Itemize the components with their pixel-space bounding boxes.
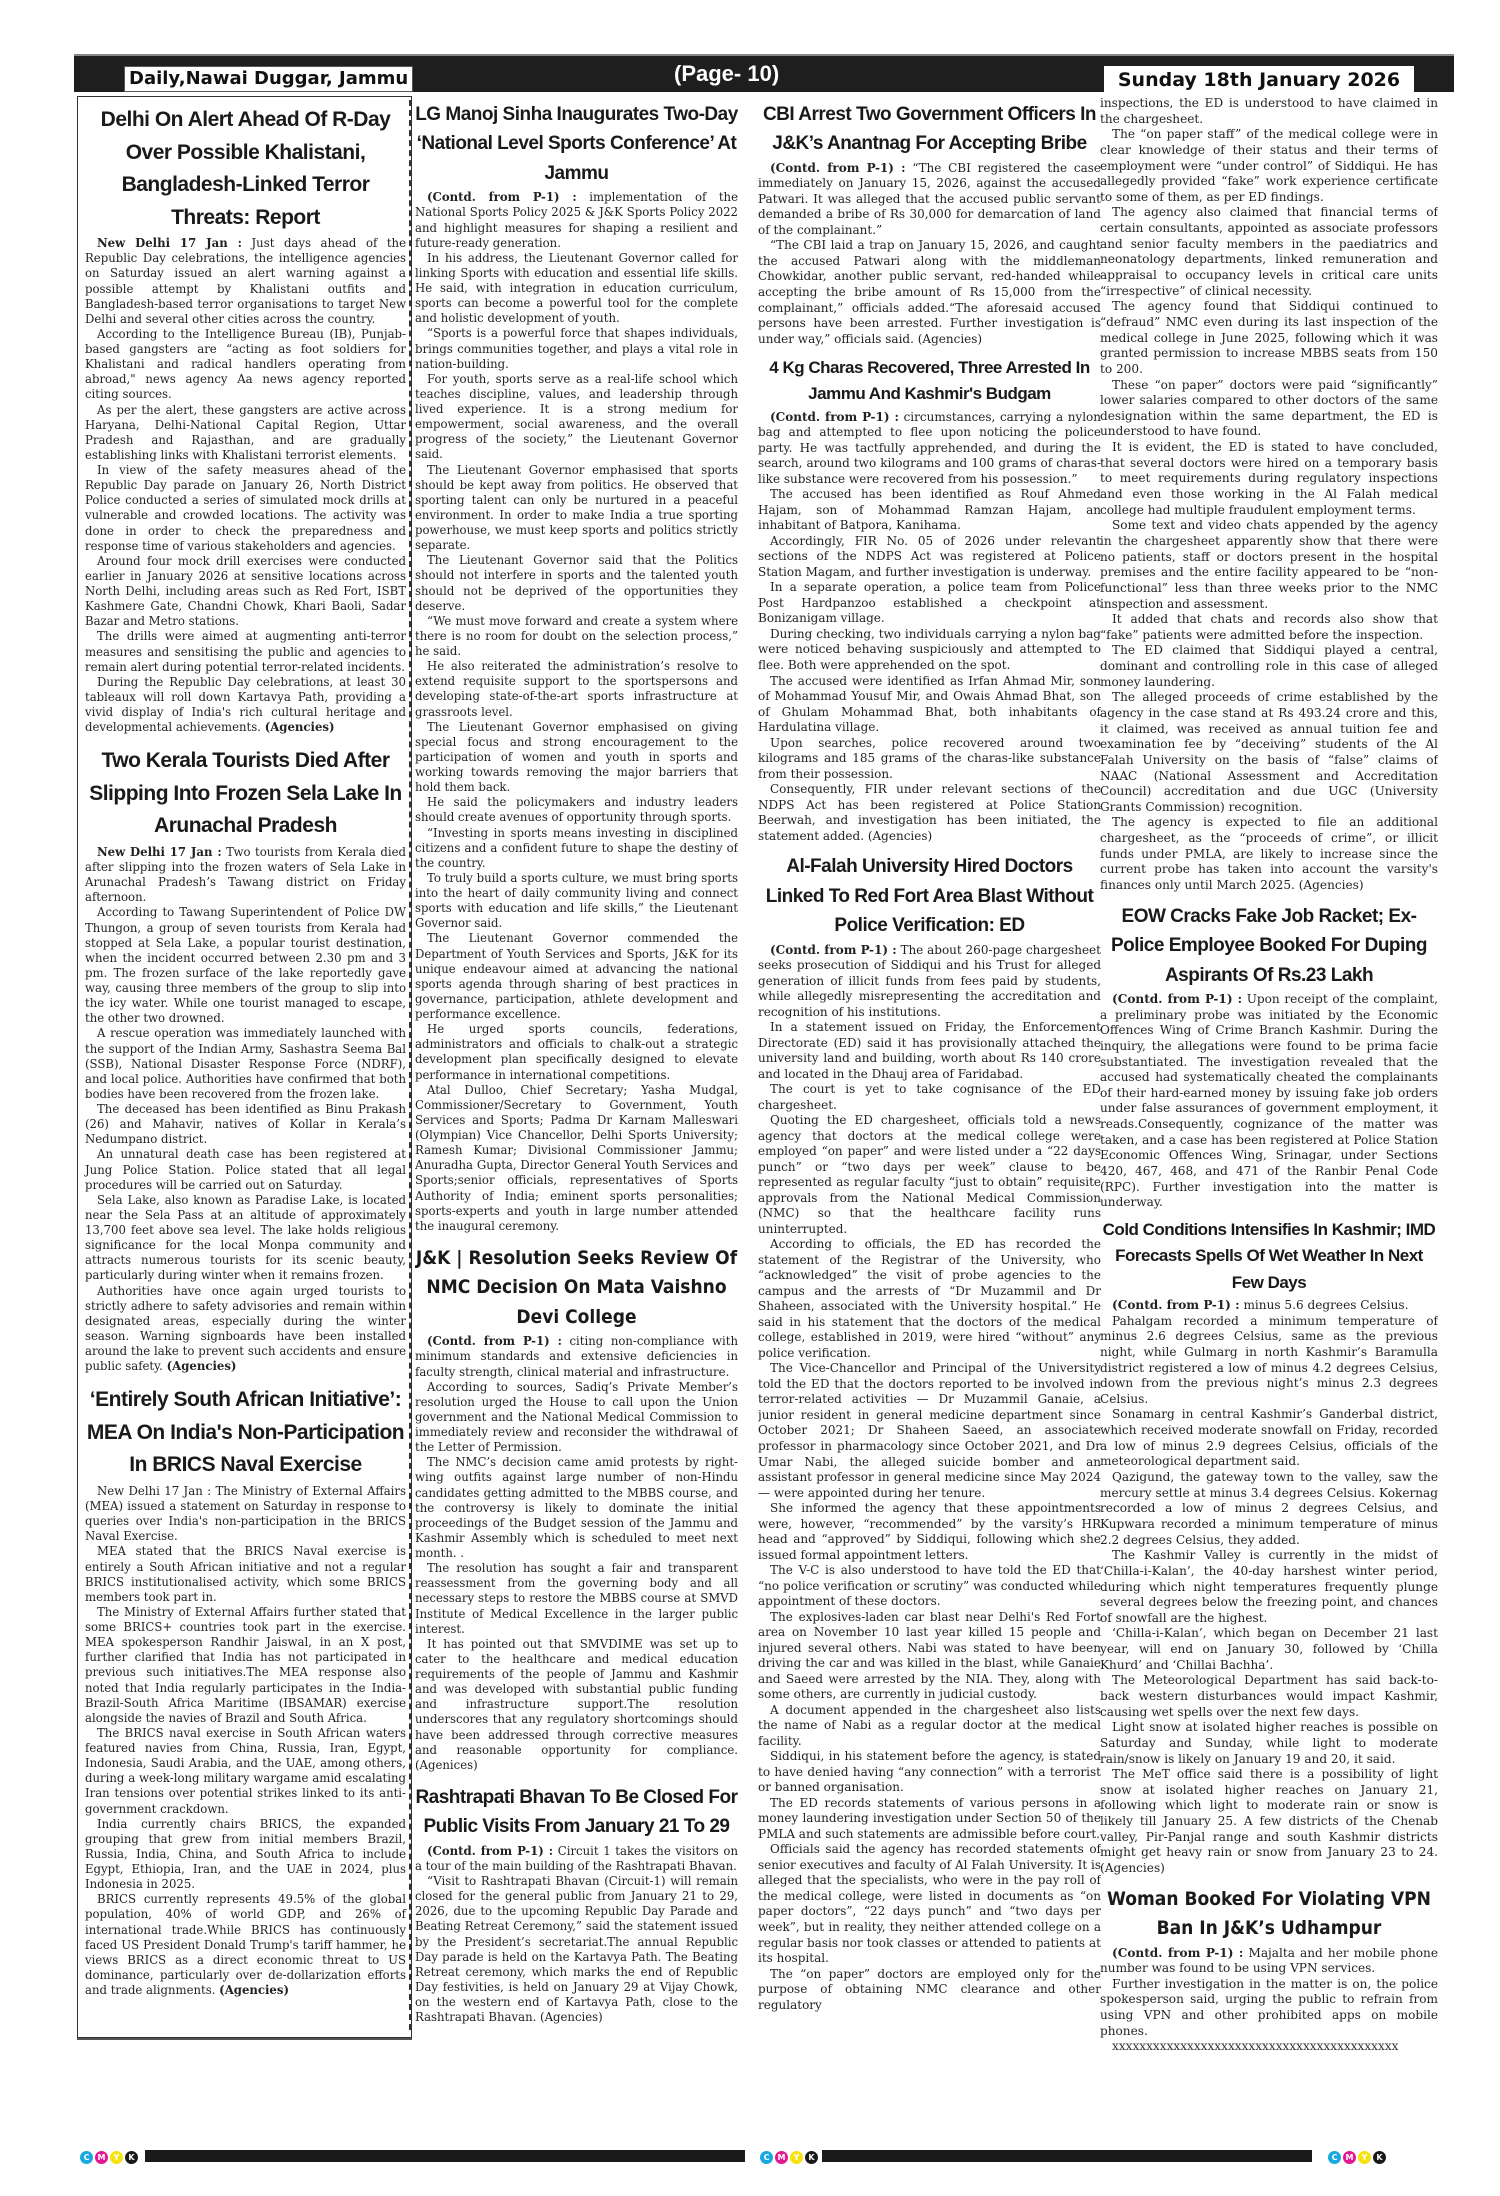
paragraph: The “on paper” doctors are employed only for the purpose of obtaining NMC clearance and other regulatory (758, 1966, 1101, 2012)
headline: Delhi On Alert Ahead Of R-Day Over Possible Khalistani, Bangladesh-Linked Terror Threats: Report (100, 108, 391, 229)
paragraph: “Sports is a powerful force that shapes individuals, brings communities together, and plays a vital role in nation-building. (415, 326, 738, 371)
article-vpn (1100, 1885, 1438, 2055)
magenta-dot-icon: M (1343, 2151, 1356, 2164)
paragraph: The Lieutenant Governor emphasised on giving special focus and strong encouragement to the participation of women and youth in sports and working towards removing the major barriers that hold them back. (415, 719, 738, 795)
paragraph: “Visit to Rashtrapati Bhavan (Circuit-1) will remain closed for the general public from January 21 to 29, 2026, due to the upcoming Republic Day Parade and Beating Retreat Ceremony,” said the statement issued by the President’s secretariat.The annual Republic Day parade is held on the Kartavya Path. The Beating Retreat ceremony, which marks the end of Republic Day festivities, is held on January 29 at Vijay Chowk, on the western end of Kartavya Path, close to the Rashtrapati Bhavan. (Agencies) (415, 1874, 738, 2025)
headline: LG Manoj Sinha Inaugurates Two-Day ‘National Level Sports Conference’ At Jammu (415, 104, 738, 184)
dateline: (Contd. from P-1) : (427, 1334, 562, 1349)
paragraph: “The CBI laid a trap on January 15, 2026, and caught the accused Patwari along with the middleman Chowkidar, another public servant, red-handed while accepting the bribe amount of Rs 15,000 from the complainant,” officials added.“The aforesaid accused persons have been arrested. Further investigation is under way,” officials said. (Agencies) (758, 238, 1101, 346)
paragraph: The drills were aimed at augmenting anti-terror measures and sensitising the public and agencies to remain alert during potential terror-related incidents. (85, 629, 406, 674)
paragraph: Some text and video chats appended by the agency in the chargesheet apparently show that there were no patients, staff or doctors present in the hospital premises and the entire facility appeared to be “non-functional” less than three weeks prior to the NMC inspection and assessment. (1100, 518, 1438, 611)
dateline: (Contd. from P-1) : (770, 942, 897, 957)
paragraph: According to officials, the ED has recorded the statement of the Registrar of the University, who “acknowledged” the visit of probe agencies to the campus and the arrests of “Dr Muzammil and Dr Shaheen, associated with the University hospital.” He said in his statement that the doctors of the medical college, established in 2019, were hired “without” any police verification. (758, 1237, 1101, 1360)
paragraph: In a separate operation, a police team from Police Post Hardpanzoo established a checkpoint at Bonizanigam village. (758, 580, 1101, 626)
paragraph: In his address, the Lieutenant Governor called for linking Sports with education and essential life skills. He said, with integration in education curriculum, sports can become a powerful tool for the complete and holistic development of youth. (415, 250, 738, 326)
paragraph: According to sources, Sadiq’s Private Member’s resolution urged the House to call upon the Union government and the National Medical Commission to immediately review and reconsider the withdrawal of the Letter of Permission. (415, 1379, 738, 1455)
paragraph-text: Authorities have once again urged tourists to strictly adhere to safety advisories and remain within designated areas, especially during the winter season. Warning signboards have been installed around the lake to prevent such accidents and ensure public safety. (85, 1283, 406, 1374)
paragraph: “Investing in sports means investing in disciplined citizens and a confident future to shape the destiny of the country. (415, 825, 738, 870)
paragraph: In a statement issued on Friday, the Enforcement Directorate (ED) said it has provisionally attached the university land and building, worth about Rs 140 crore and located in the Dhauj area of Faridabad. (758, 1020, 1101, 1081)
paragraph (85, 845, 406, 906)
article-rashtrapati-bhavan (415, 1783, 738, 2025)
paragraph: inspections, the ED is understood to have claimed in the chargesheet. (1100, 96, 1438, 126)
article-al-falah (758, 852, 1101, 2013)
paragraph-text: BRICS currently represents 49.5% of the global population, 40% of world GDP, and 26% of international trade.While BRICS has continuously faced US President Donald Trump's tariff hammer, he views BRICS as a direct economic threat to US dominance, particularly over de-dollarization efforts and trade alignments. (85, 1892, 406, 1998)
article-eow (1100, 902, 1438, 1211)
paragraph: The court is yet to take cognisance of the ED chargesheet. (758, 1082, 1101, 1112)
paragraph: Siddiqui, in his statement before the agency, is stated to have denied having “any connection” with a terrorist or banned organisation. (758, 1749, 1101, 1795)
paragraph: He said the policymakers and industry leaders should create avenues of opportunity through sports. (415, 795, 738, 825)
black-dot-icon: K (125, 2151, 138, 2164)
paragraph: During checking, two individuals carrying a nylon bag were noticed behaving suspiciously and attempted to flee. Both were apprehended on the spot. (758, 626, 1101, 672)
cyan-dot-icon: C (760, 2151, 773, 2164)
column-3 (758, 96, 1101, 2056)
cmyk-marks-right (1328, 2150, 1388, 2164)
column-2 (415, 96, 738, 2036)
paragraph: Light snow at isolated higher reaches is possible on Saturday and Sunday, while light to moderate rain/snow is likely on January 19 and 20, it said. (1100, 1720, 1438, 1766)
headline: J&K | Resolution Seeks Review Of NMC Decision On Mata Vaishno Devi College (415, 1246, 738, 1328)
paragraph-text: minus 5.6 degrees Celsius. (1243, 1297, 1409, 1312)
footer-bar (145, 2150, 745, 2162)
yellow-dot-icon: Y (790, 2151, 803, 2164)
paragraph: The MeT office said there is a possibility of light snow at isolated higher reaches on January 21, following which light to moderate rain or snow is likely till January 25. A few districts of the Chenab valley, Pir-Panjal range and south Kashmir districts might get heavy rain or snow from January 23 to 24. (Agencies) (1100, 1767, 1438, 1876)
byline: (Agencies) (166, 1359, 237, 1374)
paragraph: A rescue operation was immediately launched with the support of the Indian Army, Sashastra Seema Bal (SSB), National Disaster Response Force (NDRF), and local police. Authorities have confirmed that both bodies have been recovered from the frozen lake. (85, 1026, 406, 1101)
paragraph: A document appended in the chargesheet also lists the name of Nabi as a regular doctor at the medical facility. (758, 1702, 1101, 1748)
article-cold (1100, 1217, 1438, 1877)
paragraph (85, 236, 406, 327)
paragraph: Around four mock drill exercises were conducted earlier in January 2026 at sensitive locations across North Delhi, including areas such as Red Fort, ISBT Kashmere Gate, Chandni Chowk, Khari Baoli, Sadar Bazar and Metro stations. (85, 553, 406, 629)
paragraph: As per the alert, these gangsters are active across Haryana, Delhi-National Capital Region, Uttar Pradesh and Rajasthan, and are gradually establishing links with Khalistani terrorist elements. (85, 402, 406, 462)
paragraph: The agency is expected to file an additional chargesheet, as the “proceeds of crime”, or illicit funds under PMLA, are likely to increase since the current probe has taken into account the varsity's finances only until March 2025. (Agencies) (1100, 815, 1438, 893)
paragraph: The explosives-laden car blast near Delhi's Red Fort area on November 10 last year killed 15 people and injured several others. Nabi was stated to have been driving the car and was killed in the blast, while Ganaie and Saeed were arrested by the NIA. They, along with some others, are currently in judicial custody. (758, 1609, 1101, 1702)
newspaper-name: Daily,Nawai Duggar, Jammu (124, 66, 413, 92)
article-charas (758, 355, 1101, 844)
dateline: (Contd. from P-1) : (427, 1843, 554, 1858)
paragraph (415, 1844, 738, 1874)
cyan-dot-icon: C (1328, 2151, 1341, 2164)
paragraph (85, 1892, 406, 1998)
paragraph-text: circumstances, carrying a nylon bag and attempted to flee upon noticing the police party. He was tactfully apprehended, and during the search, around two kilograms and 100 grams of charas-like substance were recovered from his possession.” (758, 409, 1101, 486)
dateline: (Contd. from P-1) : (1112, 1945, 1244, 1960)
dateline: (Contd. from P-1) : (427, 190, 577, 205)
paragraph-text: citing non-compliance with minimum standards and extensive deficiencies in faculty strength, clinical material and infrastructure. (415, 1334, 738, 1379)
paragraph (758, 943, 1101, 1021)
article-brics (85, 1384, 406, 1998)
paragraph: It added that chats and records also show that “fake” patients were admitted before the inspection. (1100, 612, 1438, 642)
byline: (Agencies) (264, 720, 335, 735)
paragraph: According to the Intelligence Bureau (IB), Punjab-based gangsters are “acting as foot soldiers for Khalistani and radical handlers operating from abroad," news agency Aa news agency reported citing sources. (85, 326, 406, 402)
paragraph: The ED records statements of various persons in a money laundering investigation under Section 50 of the PMLA and such statements are admissible before court. (758, 1795, 1101, 1841)
paragraph: The “on paper staff” of the medical college were in clear knowledge of their status and their terms of employment were “under control” of Siddiqui. He has allegedly provided “fake” work experience certificate to some of them, as per ED findings. (1100, 127, 1438, 204)
black-dot-icon: K (1373, 2151, 1386, 2164)
paragraph: The BRICS naval exercise in South African waters featured navies from China, Russia, Iran, Egypt, Indonesia, Saudi Arabia, and the UAE, among others, during a week-long military wargame amid escalating Iran tensions over potential strikes linked to its anti-government crackdown. (85, 1725, 406, 1816)
paragraph: Accordingly, FIR No. 05 of 2026 under relevant sections of the NDPS Act was registered at Police Station Magam, and further investigation is underway. (758, 533, 1101, 579)
paragraph: Upon searches, police recovered around two kilograms and 185 grams of the charas-like substance from their possession. (758, 735, 1101, 781)
paragraph: ‘Chilla-i-Kalan’, which began on December 21 last year, will end on January 30, followed by ‘Chilla Khurd’ and ‘Chillai Bachha’. (1100, 1626, 1438, 1672)
paragraph: The ED claimed that Siddiqui played a central, dominant and controlling role in this case of alleged money laundering. (1100, 643, 1438, 689)
paragraph: The Lieutenant Governor commended the Department of Youth Services and Sports, J&K for its unique endeavour aimed at advancing the national sports agenda through sharing of best practices in governance, participation, athlete development and performance excellence. (415, 931, 738, 1022)
paragraph: The alleged proceeds of crime established by the agency in the case stand at Rs 493.24 crore and this, it claimed, was received as annual tuition fee and examination fee by “deceiving” students of the Al Falah University on the basis of “false” claims of NAAC (National Assessment and Accreditation Council) accreditation and due UGC (University Grants Commission) recognition. (1100, 690, 1438, 814)
cmyk-marks-center (760, 2150, 820, 2164)
black-dot-icon: K (805, 2151, 818, 2164)
headline: Rashtrapati Bhavan To Be Closed For Public Visits From January 21 To 29 (415, 1786, 738, 1838)
column-4 (1100, 96, 1438, 2056)
paragraph: Sela Lake, also known as Paradise Lake, is located near the Sela Pass at an altitude of approximately 13,700 feet above sea level. The lake holds religious significance for the local Monpa community and attracts numerous tourists for its scenic beauty, particularly during winter when it remains frozen. (85, 1192, 406, 1283)
headline: ‘Entirely South African Initiative’: MEA On India's Non-Participation In BRICS Naval Exercise (86, 1388, 405, 1477)
paragraph: Quoting the ED chargesheet, officials told a news agency that doctors at the medical college were employed “on paper” and were listed under a “22 days punch” or “two days per week” clause to be represented as regular faculty “just to obtain” requisite approvals from the National Medical Commission (NMC) so that the healthcare facility runs uninterrupted. (758, 1113, 1101, 1236)
article-cbi-arrest (758, 100, 1101, 347)
issue-date: Sunday 18th January 2026 (1104, 66, 1414, 94)
article-lg-sports (415, 100, 738, 1234)
article-al-falah-continued (1100, 96, 1438, 894)
paragraph: Consequently, FIR under relevant sections of the NDPS Act has been registered at Police Station Beerwah, and investigation has been initiated, the statement added. (Agencies) (758, 782, 1101, 843)
paragraph: MEA stated that the BRICS Naval exercise is entirely a South African initiative and not a regular BRICS institutionalised activity, which some BRICS members took part in. (85, 1544, 406, 1604)
paragraph: These “on paper” doctors were paid “significantly” lower salaries compared to other doctors of the same designation within the same department, the ED is understood to have found. (1100, 377, 1438, 439)
paragraph (415, 190, 738, 251)
paragraph: Atal Dulloo, Chief Secretary; Yasha Mudgal, Commissioner/Secretary to Government, Youth Services and Sports; Padma Dr Karnam Malleswari (Olympian) Vice Chancellor, Delhi Sports University; Ramesh Kumar; Divisional Commissioner Jammu; Anuradha Gupta, Director General Youth Services and Sports;senior officials, representatives of Sports Authority of India; eminent sports personalities; sports-experts and youth in large number attended the inaugural ceremony. (415, 1082, 738, 1233)
paragraph: The resolution has sought a fair and transparent reassessment from the governing body and all necessary steps to restore the MBBS course at SMVD Institute of Medical Excellence in the larger public interest. (415, 1561, 738, 1636)
paragraph: He also reiterated the administration’s resolve to extend requisite support to the sportspersons and developing state-of-the-art sports infrastructure at grassroots level. (415, 659, 738, 719)
paragraph: To truly build a sports culture, we must bring sports into the heart of daily community living and connect sports with education and life skills,” the Lieutenant Governor said. (415, 870, 738, 931)
paragraph-text: Just days ahead of the Republic Day celebrations, the intelligence agencies on Saturday issued an alert warning against a possible attempt by Khalistani outfits and Bangladesh-based terror organisations to target New Delhi and several other cities across the country. (85, 236, 406, 326)
column-divider (409, 100, 411, 2030)
dateline: (Contd. from P-1) : (770, 160, 906, 175)
paragraph: The accused has been identified as Rouf Ahmed Hajam, son of Mohammad Ramzan Hajam, an inhabitant of Batpora, Kanihama. (758, 487, 1101, 533)
paragraph: “We must move forward and create a system where there is no room for doubt on the selection process,” he said. (415, 613, 738, 659)
paragraph: Further investigation in the matter is on, the police spokesperson said, urging the public to refrain from using VPN and other prohibited apps on mobile phones. (1100, 1976, 1438, 2038)
end-mark: xxxxxxxxxxxxxxxxxxxxxxxxxxxxxxxxxxxxxxxxxx (1112, 2039, 1399, 2054)
paragraph: An unnatural death case has been registered at Jung Police Station. Police stated that all legal procedures will be carried out on Saturday. (85, 1147, 406, 1192)
paragraph: For youth, sports serve as a real-life school which teaches discipline, values, and leadership through lived experience. It is a strong medium for empowerment, social awareness, and the overall progress of the society,” the Lieutenant Governor said. (415, 371, 738, 462)
headline: 4 Kg Charas Recovered, Three Arrested In Jammu And Kashmir's Budgam (769, 358, 1090, 404)
paragraph-text: Two tourists from Kerala died after slipping into the frozen waters of Sela Lake in Arunachal Pradesh’s Tawang district on Friday afternoon. (85, 844, 406, 905)
paragraph: It has pointed out that SMVDIME was set up to cater to the healthcare and medical education requirements of the people of Jammu and Kashmir and was developed with substantial public funding and infrastructure support.The resolution underscores that any regulatory shortcomings should have been addressed through corrective measures and reasonable opportunity for compliance. (Agenices) (415, 1636, 738, 1772)
paragraph: The Ministry of External Affairs further stated that some BRICS+ countries took part in the exercise. MEA spokesperson Randhir Jaiswal, in an X post, further clarified that India has not participated in previous such initiatives.The MEA response also noted that India regularly participates in the India-Brazil-South Africa Maritime (IBSAMAR) exercise alongside the navies of Brazil and South Africa. (85, 1604, 406, 1725)
paragraph: The Lieutenant Governor emphasised that sports should be kept away from politics. He observed that sporting talent can only be nurtured in a peaceful environment. In order to make India a true sporting powerhouse, we must keep sports and politics strictly separate. (415, 462, 738, 553)
article-kerala-tourists (85, 745, 406, 1374)
paragraph: The Vice-Chancellor and Principal of the University told the ED that the doctors reported to be involved in terror-related activities — Dr Muzammil Ganaie, a junior resident in general medicine department since October 2021; Dr Shaheen Saeed, an associate professor in pharmacology since October 2021, and Dr Umar Nabi, the alleged suicide bomber and an assistant professor in general medicine since May 2024 — were appointed during her tenure. (758, 1361, 1101, 1500)
paragraph: Sonamarg in central Kashmir’s Ganderbal district, which received moderate snowfall on Friday, recorded a low of minus 2.9 degrees Celsius, officials of the meteorological department said. (1100, 1407, 1438, 1469)
paragraph-text: implementation of the National Sports Policy 2025 & J&K Sports Policy 2022 and highlight measures for shaping a resilient and future-ready generation. (415, 190, 738, 250)
paragraph: According to Tawang Superintendent of Police DW Thungon, a group of seven tourists from Kerala had stopped at Sela Lake, a popular tourist destination, when the incident occurred between 2.30 pm and 3 pm. The frozen surface of the lake reportedly gave way, causing three members of the group to slip into the icy water. While one tourist managed to escape, the other two drowned. (85, 905, 406, 1026)
dateline: (Contd. from P-1) : (770, 409, 899, 424)
paragraph: Officials said the agency has recorded statements of senior executives and faculty of Al Falah University. It is alleged that the specialists, who were in the pay roll of the medical college, were listed in documents as “on paper doctors”, “22 days punch” and “two days per week”, but in reality, they neither attended college on a regular basis nor took classes or attended to patients at its hospital. (758, 1842, 1101, 1966)
paragraph (1100, 1946, 1438, 1977)
headline: Cold Conditions Intensifies In Kashmir; IMD Forecasts Spells Of Wet Weather In Next Few Days (1102, 1219, 1436, 1292)
paragraph: The V-C is also understood to have told the ED that “no police verification or scrutiny” was conducted while appointment of these doctors. (758, 1563, 1101, 1609)
article-nmc-resolution (415, 1244, 738, 1773)
paragraph (758, 410, 1101, 488)
cyan-dot-icon: C (80, 2151, 93, 2164)
headline: Al-Falah University Hired Doctors Linked To Red Fort Area Blast Without Police Verification: ED (765, 856, 1094, 937)
yellow-dot-icon: Y (1358, 2151, 1371, 2164)
paragraph: The Kashmir Valley is currently in the midst of ‘Chilla-i-Kalan’, the 40-day harshest winter period, during which night temperatures frequently plunge several degrees below the freezing point, and chances of snowfall are the highest. (1100, 1548, 1438, 1625)
paragraph: The agency found that Siddiqui continued to “defraud” NMC even during its last inspection of the medical college in June 2025, following which it was granted permission to increase MBBS seats from 150 to 200. (1100, 299, 1438, 376)
paragraph: The Lieutenant Governor said that the Politics should not interfere in sports and the talented youth should not be deprived of the opportunities they deserve. (415, 553, 738, 613)
paragraph: Pahalgam recorded a minimum temperature of minus 2.6 degrees Celsius, same as the previous night, while Gulmarg in north Kashmir’s Baramulla district registered a low of minus 4.2 degrees Celsius, down from the previous night’s minus 2.3 degrees Celsius. (1100, 1313, 1438, 1406)
paragraph (758, 161, 1101, 239)
masthead (74, 54, 1454, 92)
paragraph-text: The about 260-page chargesheet seeks prosecution of Siddiqui and his Trust for alleged generation of illicit funds from fees paid by students, while allegedly misrepresenting the accreditation and recognition of his institutions. (758, 942, 1101, 1019)
magenta-dot-icon: M (775, 2151, 788, 2164)
paragraph: The agency also claimed that financial terms of certain consultants, appointed as associate professors and senior faculty members in the paediatrics and neonatology departments, linked remuneration and appraisal to occupancy levels in critical care units “irrespective” of clinical necessity. (1100, 205, 1438, 298)
page-number: (Page- 10) (674, 61, 780, 86)
paragraph-text: During the Republic Day celebrations, at least 30 tableaux will roll down Kartavya Path, providing a vivid display of India's rich cultural heritage and developmental achievements. (85, 674, 406, 735)
paragraph: Qazigund, the gateway town to the valley, saw the mercury settle at minus 3.4 degrees Celsius. Kokernag recorded a low of minus 2 degrees Celsius, and Kupwara recorded a minimum temperature of minus 2.2 degrees Celsius, they added. (1100, 1470, 1438, 1547)
paragraph: India currently chairs BRICS, the expanded grouping that grew from initial members Brazil, Russia, India, China, and South Africa to include Egypt, Ethiopia, Iran, and the UAE in 2024, plus Indonesia in 2025. (85, 1816, 406, 1892)
paragraph (85, 1284, 406, 1375)
paragraph (85, 675, 406, 736)
headline: CBI Arrest Two Government Officers In J&K’s Anantnag For Accepting Bribe (762, 104, 1097, 155)
headline: Two Kerala Tourists Died After Slipping Into Frozen Sela Lake In Arunachal Pradesh (89, 749, 402, 838)
paragraph: The Meteorological Department has said back-to-back western disturbances would impact Kashmir, causing wet spells over the next few days. (1100, 1673, 1438, 1719)
cmyk-marks-left (80, 2150, 140, 2164)
headline: Woman Booked For Violating VPN Ban In J&K’s Udhampur (1107, 1887, 1431, 1940)
headline: EOW Cracks Fake Job Racket; Ex-Police Employee Booked For Duping Aspirants Of Rs.23 Lakh (1110, 905, 1428, 986)
yellow-dot-icon: Y (110, 2151, 123, 2164)
paragraph (415, 1334, 738, 1379)
paragraph-text: “The CBI registered the case immediately on January 15, 2026, against the accused Patwari. It was alleged that the accused public servant demanded a bribe of Rs 30,000 for demarcation of land of the complainant.” (758, 160, 1101, 237)
paragraph: The accused were identified as Irfan Ahmad Mir, son of Mohammad Yousuf Mir, and Owais Ahmad Bhat, son of Ghulam Mohammad Bhat, both inhabitants of Hardulatina village. (758, 673, 1101, 735)
magenta-dot-icon: M (95, 2151, 108, 2164)
paragraph: It is evident, the ED is stated to have concluded, that several doctors were hired on a temporary basis to meet requirements during regulatory inspections and even those working in the Al Falah medical college had multiple fraudulent employment terms. (1100, 440, 1438, 517)
paragraph (1100, 1298, 1438, 1314)
paragraph-text: Majalta and her mobile phone number was found to be using VPN services. (1100, 1945, 1438, 1976)
dateline: New Delhi 17 Jan : (97, 844, 222, 859)
paragraph: He urged sports councils, federations, administrators and officials to chalk-out a strategic development plan specifically designed to elevate performance in international competitions. (415, 1022, 738, 1082)
paragraph-text: Circuit 1 takes the visitors on a tour of the main building of the Rashtrapati Bhavan. (415, 1843, 738, 1873)
dateline: (Contd. from P-1) : (1112, 1297, 1240, 1312)
paragraph: She informed the agency that these appointments were, however, “recommended” by the varsity’s HR head and “approved” by Siddiqui, following which she issued formal appointment letters. (758, 1501, 1101, 1562)
article-delhi-alert (85, 104, 406, 735)
paragraph: In view of the safety measures ahead of the Republic Day parade on January 26, North District Police conducted a series of simulated mock drills at vulnerable and crowded locations. The activity was done in order to check the preparedness and response time of various stakeholders and agencies. (85, 463, 406, 553)
paragraph-text: Upon receipt of the complaint, a preliminary probe was initiated by the Economic Offences Wing of Crime Branch Kashmir. During the inquiry, the allegations were found to be prima facie substantiated. The investigation revealed that the accused had systematically cheated the complainants of their hard-earned money by issuing fake job orders under false assurances of government employment, it reads.Consequently, cognizance of the matter was taken, and a case has been registered at Police Station Economic Offences Wing, Srinagar, under Sections 420, 467, 468, and 471 of the Ranbir Penal Code (RPC). Further investigation into the matter is underway. (1100, 991, 1438, 1210)
paragraph (1100, 992, 1438, 1211)
footer-bar (822, 2150, 1312, 2162)
paragraph: The deceased has been identified as Binu Prakash (26) and Mahavir, natives of Kollar in Kerala’s Nedumpano district. (85, 1102, 406, 1147)
dateline: New Delhi 17 Jan : (97, 236, 242, 251)
paragraph: The NMC’s decision came amid protests by right-wing outfits against large number of non-Hindu candidates getting admitted to the MBBS course, and the controversy is likely to dominate the initial proceedings of the Budget session of the Jammu and Kashmir Assembly which is scheduled to meet next month. . (415, 1455, 738, 1560)
byline: (Agencies) (219, 1983, 289, 1998)
paragraph: New Delhi 17 Jan : The Ministry of External Affairs (MEA) issued a statement on Saturday in response to queries over India's non-participation in the BRICS Naval Exercise. (85, 1483, 406, 1544)
dateline: (Contd. from P-1) : (1112, 991, 1243, 1006)
column-1 (77, 96, 412, 2038)
